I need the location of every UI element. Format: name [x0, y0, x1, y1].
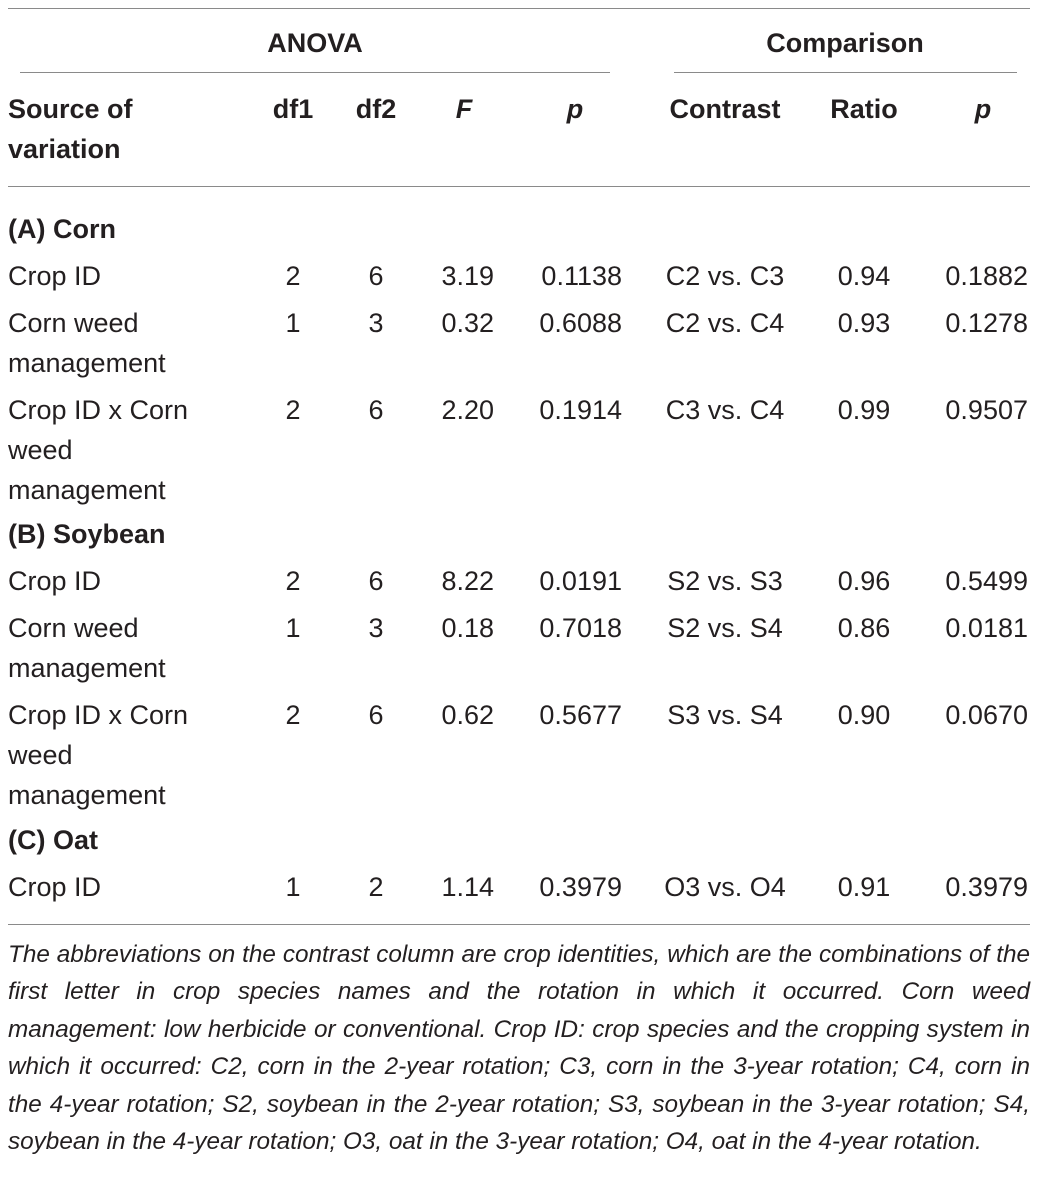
row-source-label: Crop ID x Corn — [8, 395, 189, 425]
cell-p2: 0.5499 — [945, 566, 1028, 596]
p2-header: p — [974, 94, 992, 124]
row-source-label: management — [8, 348, 166, 378]
cell-df2: 3 — [368, 613, 384, 643]
bottom-rule — [8, 924, 1030, 925]
ratio-header: Ratio — [830, 94, 898, 124]
cell-ratio: 0.91 — [837, 872, 891, 902]
cell-f: 8.22 — [441, 566, 494, 596]
cell-contrast: S3 vs. S4 — [667, 700, 783, 730]
row-source-label: weed — [8, 740, 73, 770]
cell-ratio: 0.99 — [837, 395, 891, 425]
anova-underline — [20, 72, 610, 73]
row-source-label: weed — [8, 435, 73, 465]
cell-df1: 2 — [285, 261, 301, 291]
cell-p2: 0.0181 — [945, 613, 1028, 643]
cell-df1: 2 — [285, 566, 301, 596]
cell-contrast: C2 vs. C4 — [665, 308, 785, 338]
source-header-line2: variation — [8, 134, 121, 164]
cell-df2: 6 — [368, 395, 384, 425]
f-header: F — [455, 94, 473, 124]
cell-df2: 6 — [368, 700, 384, 730]
cell-p: 0.1138 — [541, 261, 622, 291]
cell-p2: 0.0670 — [945, 700, 1028, 730]
cell-df2: 6 — [368, 261, 384, 291]
cell-ratio: 0.94 — [837, 261, 891, 291]
cell-contrast: C2 vs. C3 — [665, 261, 785, 291]
cell-p: 0.7018 — [539, 613, 622, 643]
row-source-label: Crop ID — [8, 261, 102, 291]
cell-f: 0.32 — [441, 308, 494, 338]
cell-df1: 2 — [285, 395, 301, 425]
cell-df1: 2 — [285, 700, 301, 730]
cell-df2: 3 — [368, 308, 384, 338]
cell-p: 0.0191 — [539, 566, 622, 596]
cell-p2: 0.3979 — [945, 872, 1028, 902]
cell-f: 0.18 — [441, 613, 494, 643]
top-rule — [8, 8, 1030, 9]
anova-group-header: ANOVA — [267, 28, 363, 58]
row-source-label: management — [8, 653, 166, 683]
cell-contrast: S2 vs. S3 — [667, 566, 783, 596]
cell-f: 0.62 — [441, 700, 494, 730]
cell-contrast: S2 vs. S4 — [667, 613, 783, 643]
cell-p: 0.5677 — [539, 700, 622, 730]
section-title: (B) Soybean — [8, 519, 166, 549]
cell-f: 3.19 — [441, 261, 494, 291]
cell-p2: 0.9507 — [945, 395, 1028, 425]
row-source-label: Corn weed — [8, 613, 139, 643]
row-source-label: Corn weed — [8, 308, 139, 338]
header-rule — [8, 186, 1030, 187]
cell-df2: 6 — [368, 566, 384, 596]
contrast-header: Contrast — [669, 94, 781, 124]
cell-contrast: O3 vs. O4 — [664, 872, 786, 902]
cell-p2: 0.1882 — [945, 261, 1028, 291]
row-source-label: management — [8, 475, 166, 505]
cell-ratio: 0.96 — [837, 566, 891, 596]
cell-p: 0.3979 — [539, 872, 622, 902]
cell-p2: 0.1278 — [945, 308, 1028, 338]
cell-p: 0.1914 — [539, 395, 622, 425]
df2-header: df2 — [355, 94, 397, 124]
cell-p: 0.6088 — [539, 308, 622, 338]
cell-ratio: 0.93 — [837, 308, 891, 338]
row-source-label: Crop ID — [8, 872, 102, 902]
cell-df1: 1 — [285, 872, 301, 902]
cell-contrast: C3 vs. C4 — [665, 395, 785, 425]
cell-df1: 1 — [285, 308, 301, 338]
df1-header: df1 — [272, 94, 314, 124]
row-source-label: Crop ID — [8, 566, 102, 596]
row-source-label: Crop ID x Corn — [8, 700, 189, 730]
cell-f: 1.14 — [441, 872, 494, 902]
cell-df1: 1 — [285, 613, 301, 643]
cell-ratio: 0.90 — [837, 700, 891, 730]
cell-ratio: 0.86 — [837, 613, 891, 643]
p-header: p — [566, 94, 584, 124]
comparison-group-header: Comparison — [766, 28, 924, 58]
table-footnote: The abbreviations on the contrast column are crop identities, which are the combinations of the first letter in crop species names and the rotation in which it occurred. Corn weed management: low herbicide or conventional. Crop ID: crop species and the cropping system in which it occurred: C2, corn in the 2-year rotation; C3, corn in the 3-year rotation; C4, corn in the 4-year rotation; S2, soybean in the 2-year rotation; S3, soybean in the 3-year rotation; S4, soybean in the 4-year rotation; O3, oat in the 3-year rotation; O4, oat in the 4-year rotation. — [8, 941, 1030, 1156]
cell-df2: 2 — [368, 872, 384, 902]
cell-f: 2.20 — [441, 395, 494, 425]
section-title: (A) Corn — [8, 214, 116, 244]
comparison-underline — [674, 72, 1017, 73]
row-source-label: management — [8, 780, 166, 810]
section-title: (C) Oat — [8, 825, 98, 855]
source-header-line1: Source of — [8, 94, 133, 124]
